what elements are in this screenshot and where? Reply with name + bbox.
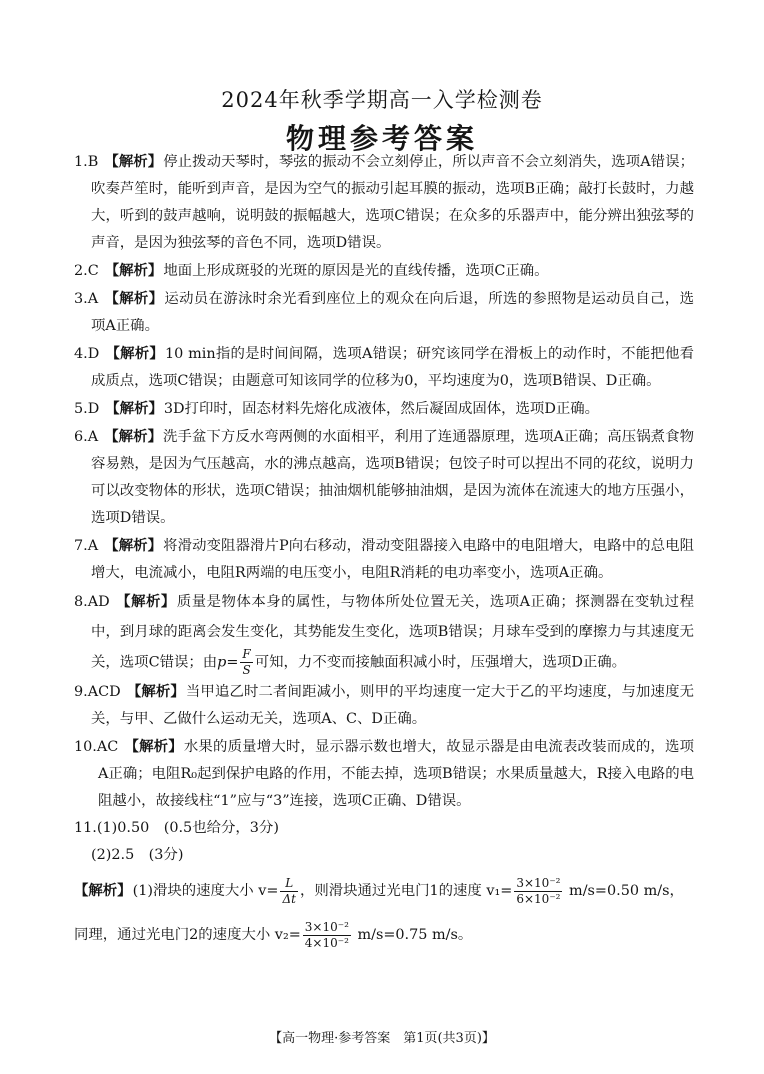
- answer-number: 3.: [74, 291, 88, 307]
- answer-choice: ACD: [87, 684, 121, 700]
- analysis-tag: 【解析】: [104, 537, 163, 554]
- analysis-text: 当甲追乙时二者间距减小，则甲的平均速度一定大于乙的平均速度，与加速度无关，与甲、乙做什么运动无关，选项A、C、D正确。: [91, 684, 694, 727]
- formula-p: p=: [217, 654, 239, 671]
- q11-analysis-line-2: [74, 913, 694, 957]
- answer-choice: B: [87, 154, 99, 170]
- fraction-v1: [514, 876, 562, 907]
- page-subtitle: 物理参考答案: [285, 122, 478, 155]
- answer-number: 1.: [74, 154, 88, 170]
- analysis-text: (1)滑块的速度大小 v=: [132, 883, 279, 899]
- fraction-f-over-s: [240, 647, 252, 678]
- answer-list: [74, 148, 694, 957]
- page-footer: 【高一物理·参考答案 第1页(共3页)】: [269, 1031, 495, 1046]
- analysis-text-cont: 可知，力不变而接触面积减小时，压强增大，选项D正确。: [254, 654, 627, 671]
- answer-choice: D: [87, 401, 100, 417]
- analysis-tag: 【解析】: [124, 738, 183, 755]
- q11-analysis-line-1: [74, 869, 694, 913]
- answer-number: 2.: [74, 263, 88, 279]
- answer-part-1: (1)0.50 (0.5也给分，3分): [96, 820, 279, 836]
- answer-item-3: [74, 285, 694, 340]
- fraction-denominator: 6×10⁻²: [516, 891, 561, 906]
- answer-choice: AD: [87, 594, 110, 610]
- analysis-text: 质量是物体本身的属性，与物体所处位置无关，选项A正确；探测器在变轨过程中，到月球的距离会发生变化，其势能发生变化，选项B错误；月球车受到的摩擦力与其速度无关，选项C错误；由: [91, 594, 694, 671]
- analysis-text: 将滑动变阻器滑片P向右移动，滑动变阻器接入电路中的电阻增大，电路中的总电阻增大，电流减小，电阻R两端的电压变小，电阻R消耗的电功率变小，选项A正确。: [91, 538, 694, 581]
- answer-item-10: [74, 733, 694, 815]
- analysis-tag: 【解析】: [126, 683, 185, 700]
- fraction-l-over-dt: [280, 876, 298, 907]
- analysis-text: 同理，通过光电门2的速度大小 v₂=: [74, 927, 301, 943]
- answer-item-4: [74, 340, 694, 395]
- analysis-tag: 【解析】: [74, 882, 132, 899]
- answer-choice: A: [87, 429, 99, 445]
- answer-choice: D: [87, 346, 100, 362]
- analysis-text: 水果的质量增大时，显示器示数也增大，故显示器是由电流表改装而成的，选项A正确；电阻R₀起到保护电路的作用，不能去掉，选项B错误；水果质量越大，R接入电路的电阻越小，故接线柱“1”应与“3”连接，选项C正确、D错误。: [98, 739, 694, 809]
- fraction-denominator: Δt: [282, 891, 296, 906]
- answer-item-5: [74, 395, 694, 423]
- analysis-text: 3D打印时，固态材料先熔化成液体，然后凝固成固体，选项D正确。: [163, 401, 600, 417]
- analysis-tag: 【解析】: [104, 153, 163, 170]
- analysis-text: 地面上形成斑驳的光斑的原因是光的直线传播，选项C正确。: [163, 263, 549, 279]
- answer-number: 7.: [74, 538, 88, 554]
- analysis-text: 停止拨动天琴时，琴弦的振动不会立刻停止，所以声音不会立刻消失，选项A错误；吹奏芦笙时，能听到声音，是因为空气的振动引起耳膜的振动，选项B正确；敲打长鼓时，力越大，听到的鼓声越响，说明鼓的振幅越大，选项C错误；在众多的乐器声中，能分辨出独弦琴的声音，是因为独弦琴的音色不同，选项D错误。: [91, 154, 694, 251]
- analysis-text: 10 min指的是时间间隔，选项A错误；研究该同学在滑板上的动作时，不能把他看成质点，选项C错误；由题意可知该同学的位移为0，平均速度为0，选项B错误、D正确。: [91, 346, 694, 389]
- analysis-text: m/s=0.75 m/s。: [352, 927, 473, 943]
- answer-number: 6.: [74, 429, 88, 445]
- analysis-tag: 【解析】: [104, 290, 164, 307]
- answer-item-2: [74, 257, 694, 285]
- fraction-numerator: F: [242, 647, 251, 661]
- fraction-denominator: S: [242, 663, 251, 677]
- answer-choice: C: [87, 263, 99, 279]
- answer-item-1: [74, 148, 694, 257]
- analysis-tag: 【解析】: [115, 593, 176, 610]
- answer-item-7: [74, 532, 694, 587]
- answer-number: 10.: [74, 739, 97, 755]
- answer-choice: A: [87, 291, 99, 307]
- answer-number: 8.: [74, 594, 88, 610]
- answer-part-2: (2)2.5 (3分): [91, 847, 184, 863]
- answer-number: 5.: [74, 401, 88, 417]
- fraction-numerator: L: [280, 876, 298, 892]
- answer-choice: A: [87, 538, 99, 554]
- analysis-text: m/s=0.50 m/s，: [564, 883, 684, 899]
- page-title: 2024年秋季学期高一入学检测卷: [221, 88, 543, 112]
- fraction-v2: [303, 920, 351, 951]
- analysis-text: 运动员在游泳时余光看到座位上的观众在向后退，所选的参照物是运动员自己，选项A正确。: [91, 291, 694, 334]
- answer-item-6: [74, 423, 694, 532]
- answer-item-9: [74, 678, 694, 733]
- analysis-text: ，则滑块通过光电门1的速度 v₁=: [299, 883, 513, 899]
- answer-number: 4.: [74, 346, 88, 362]
- answer-item-11: [74, 815, 694, 842]
- analysis-tag: 【解析】: [105, 345, 164, 362]
- analysis-tag: 【解析】: [104, 262, 163, 279]
- answer-choice: AC: [96, 739, 119, 755]
- fraction-numerator: 3×10⁻²: [304, 919, 349, 934]
- answer-number: 11.: [74, 820, 97, 836]
- analysis-text: 洗手盆下方反水弯两侧的水面相平，利用了连通器原理，选项A正确；高压锅煮食物容易熟，是因为气压越高，水的沸点越高，选项B错误；包饺子时可以捏出不同的花纹，说明力可以改变物体的形状，选项C错误；抽油烟机能够抽油烟，是因为流体在流速大的地方压强小，选项D错误。: [91, 429, 694, 526]
- analysis-tag: 【解析】: [104, 428, 163, 445]
- analysis-tag: 【解析】: [105, 400, 163, 417]
- fraction-denominator: 4×10⁻²: [304, 935, 349, 950]
- fraction-numerator: 3×10⁻²: [516, 875, 561, 890]
- answer-number: 9.: [74, 684, 88, 700]
- answer-item-8: [74, 587, 694, 678]
